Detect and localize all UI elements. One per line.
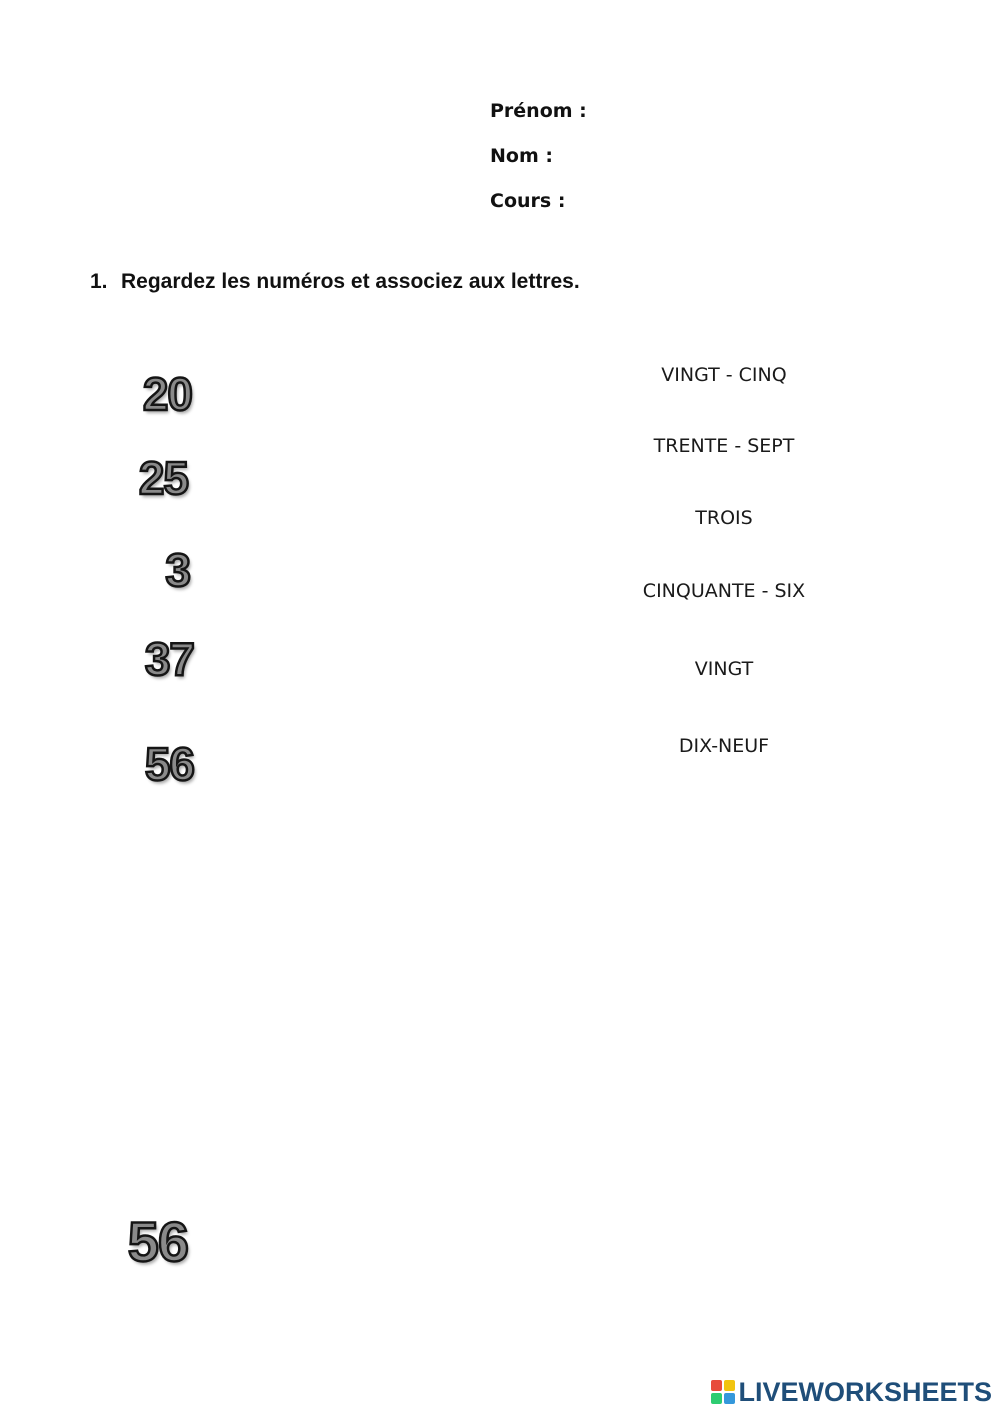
logo-mark-icon — [711, 1380, 735, 1404]
word-item[interactable]: CINQUANTE - SIX — [642, 580, 806, 602]
word-item[interactable]: TROIS — [695, 507, 753, 529]
exercise-instruction — [90, 270, 580, 294]
logo-square-icon — [711, 1380, 722, 1391]
first-name-label: Prénom : — [490, 100, 587, 122]
word-item[interactable]: DIX-NEUF — [678, 735, 770, 757]
exercise-number: 1. — [90, 270, 108, 293]
word-item[interactable]: VINGT - CINQ — [661, 364, 787, 386]
last-name-label: Nom : — [490, 145, 553, 167]
word-item[interactable]: VINGT — [694, 658, 754, 680]
number-item[interactable]: 25 — [138, 452, 188, 504]
logo-text: LIVEWORKSHEETS — [738, 1376, 992, 1407]
number-item[interactable]: 37 — [144, 633, 194, 685]
word-item[interactable]: TRENTE - SEPT — [653, 435, 795, 457]
logo-square-icon — [724, 1380, 735, 1391]
liveworksheets-logo — [711, 1377, 992, 1407]
exercise-text: Regardez les numéros et associez aux lettres. — [121, 270, 580, 293]
number-item[interactable]: 56 — [144, 738, 194, 790]
course-label: Cours : — [490, 190, 566, 212]
logo-square-icon — [711, 1393, 722, 1404]
logo-square-icon — [724, 1393, 735, 1404]
extra-number-item[interactable]: 56 — [127, 1210, 188, 1273]
number-item[interactable]: 20 — [142, 368, 192, 420]
number-item[interactable]: 3 — [165, 544, 190, 596]
